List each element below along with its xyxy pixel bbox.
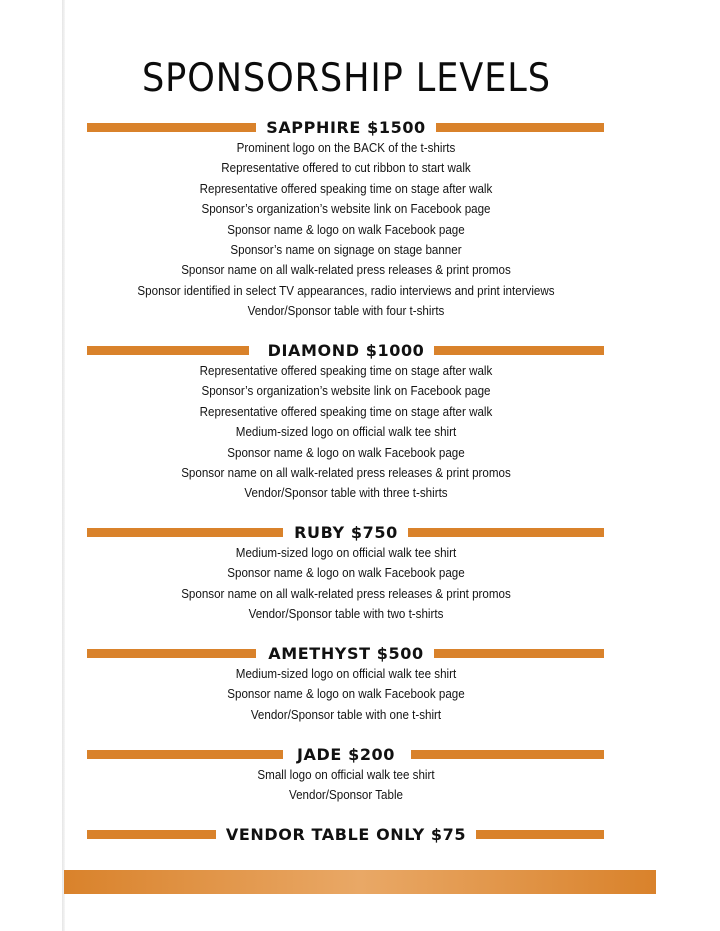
- benefit-item: Representative offered speaking time on stage after walk: [199, 180, 493, 196]
- benefit-list: [0, 664, 720, 725]
- tier-section-diamond: [0, 341, 720, 504]
- benefit-item: Representative offered speaking time on stage after walk: [199, 403, 493, 419]
- benefit-item: Vendor/Sponsor table with three t-shirts: [244, 485, 448, 501]
- benefit-item: Sponsor name & logo on walk Facebook page: [227, 221, 465, 237]
- benefit-list: [0, 138, 720, 322]
- tier-header: [0, 644, 720, 664]
- page-title: SPONSORSHIP LEVELS: [142, 56, 551, 101]
- benefit-item: Sponsor’s name on signage on stage banner: [230, 242, 462, 258]
- benefit-item: Medium-sized logo on official walk tee shirt: [235, 545, 457, 560]
- tier-name: SAPPHIRE $1500: [256, 118, 436, 137]
- benefit-item: Medium-sized logo on official walk tee shirt: [235, 424, 457, 440]
- benefit-item: Vendor/Sponsor Table: [289, 787, 403, 803]
- benefit-item: Sponsor identified in select TV appearances, radio interviews and print interviews: [137, 282, 555, 298]
- benefit-item: Sponsor name & logo on walk Facebook page: [227, 444, 465, 460]
- tier-name: JADE $200: [287, 745, 405, 764]
- benefit-item: Vendor/Sponsor table with four t-shirts: [247, 303, 445, 319]
- benefit-item: Sponsor name & logo on walk Facebook page: [227, 686, 465, 702]
- tier-section-ruby: [0, 523, 720, 625]
- benefit-item: Sponsor name on all walk-related press releases & print promos: [181, 585, 511, 601]
- tier-header: [0, 825, 720, 845]
- tier-name: DIAMOND $1000: [258, 341, 435, 360]
- benefit-item: Small logo on official walk tee shirt: [257, 767, 435, 782]
- benefit-item: Vendor/Sponsor table with two t-shirts: [248, 606, 444, 622]
- tier-section-amethyst: [0, 644, 720, 725]
- benefit-list: [0, 361, 720, 504]
- benefit-list: [0, 765, 720, 806]
- tier-name: VENDOR TABLE ONLY $75: [216, 825, 476, 844]
- benefit-item: Medium-sized logo on official walk tee shirt: [235, 666, 457, 681]
- benefit-item: Sponsor name & logo on walk Facebook page: [227, 565, 465, 581]
- tier-header: [0, 745, 720, 765]
- tier-header: [0, 118, 720, 138]
- tier-name: RUBY $750: [284, 523, 408, 542]
- benefit-item: Sponsor name on all walk-related press releases & print promos: [181, 262, 511, 278]
- tier-section-jade: [0, 745, 720, 806]
- footer-accent-bar: [64, 870, 656, 894]
- tier-header: [0, 341, 720, 361]
- tier-section-sapphire: [0, 118, 720, 322]
- tier-header: [0, 523, 720, 543]
- tier-section-vendor-table: [0, 825, 720, 845]
- benefit-item: Sponsor’s organization’s website link on Facebook page: [201, 201, 491, 217]
- benefit-item: Sponsor’s organization’s website link on Facebook page: [201, 383, 491, 399]
- benefit-item: Representative offered to cut ribbon to start walk: [221, 160, 471, 176]
- benefit-item: Vendor/Sponsor table with one t-shirt: [250, 706, 442, 722]
- benefit-item: Prominent logo on the BACK of the t-shirts: [236, 140, 456, 155]
- benefit-list: [0, 543, 720, 625]
- tier-name: AMETHYST $500: [258, 644, 433, 663]
- benefit-item: Sponsor name on all walk-related press releases & print promos: [181, 465, 511, 481]
- benefit-item: Representative offered speaking time on stage after walk: [199, 363, 493, 378]
